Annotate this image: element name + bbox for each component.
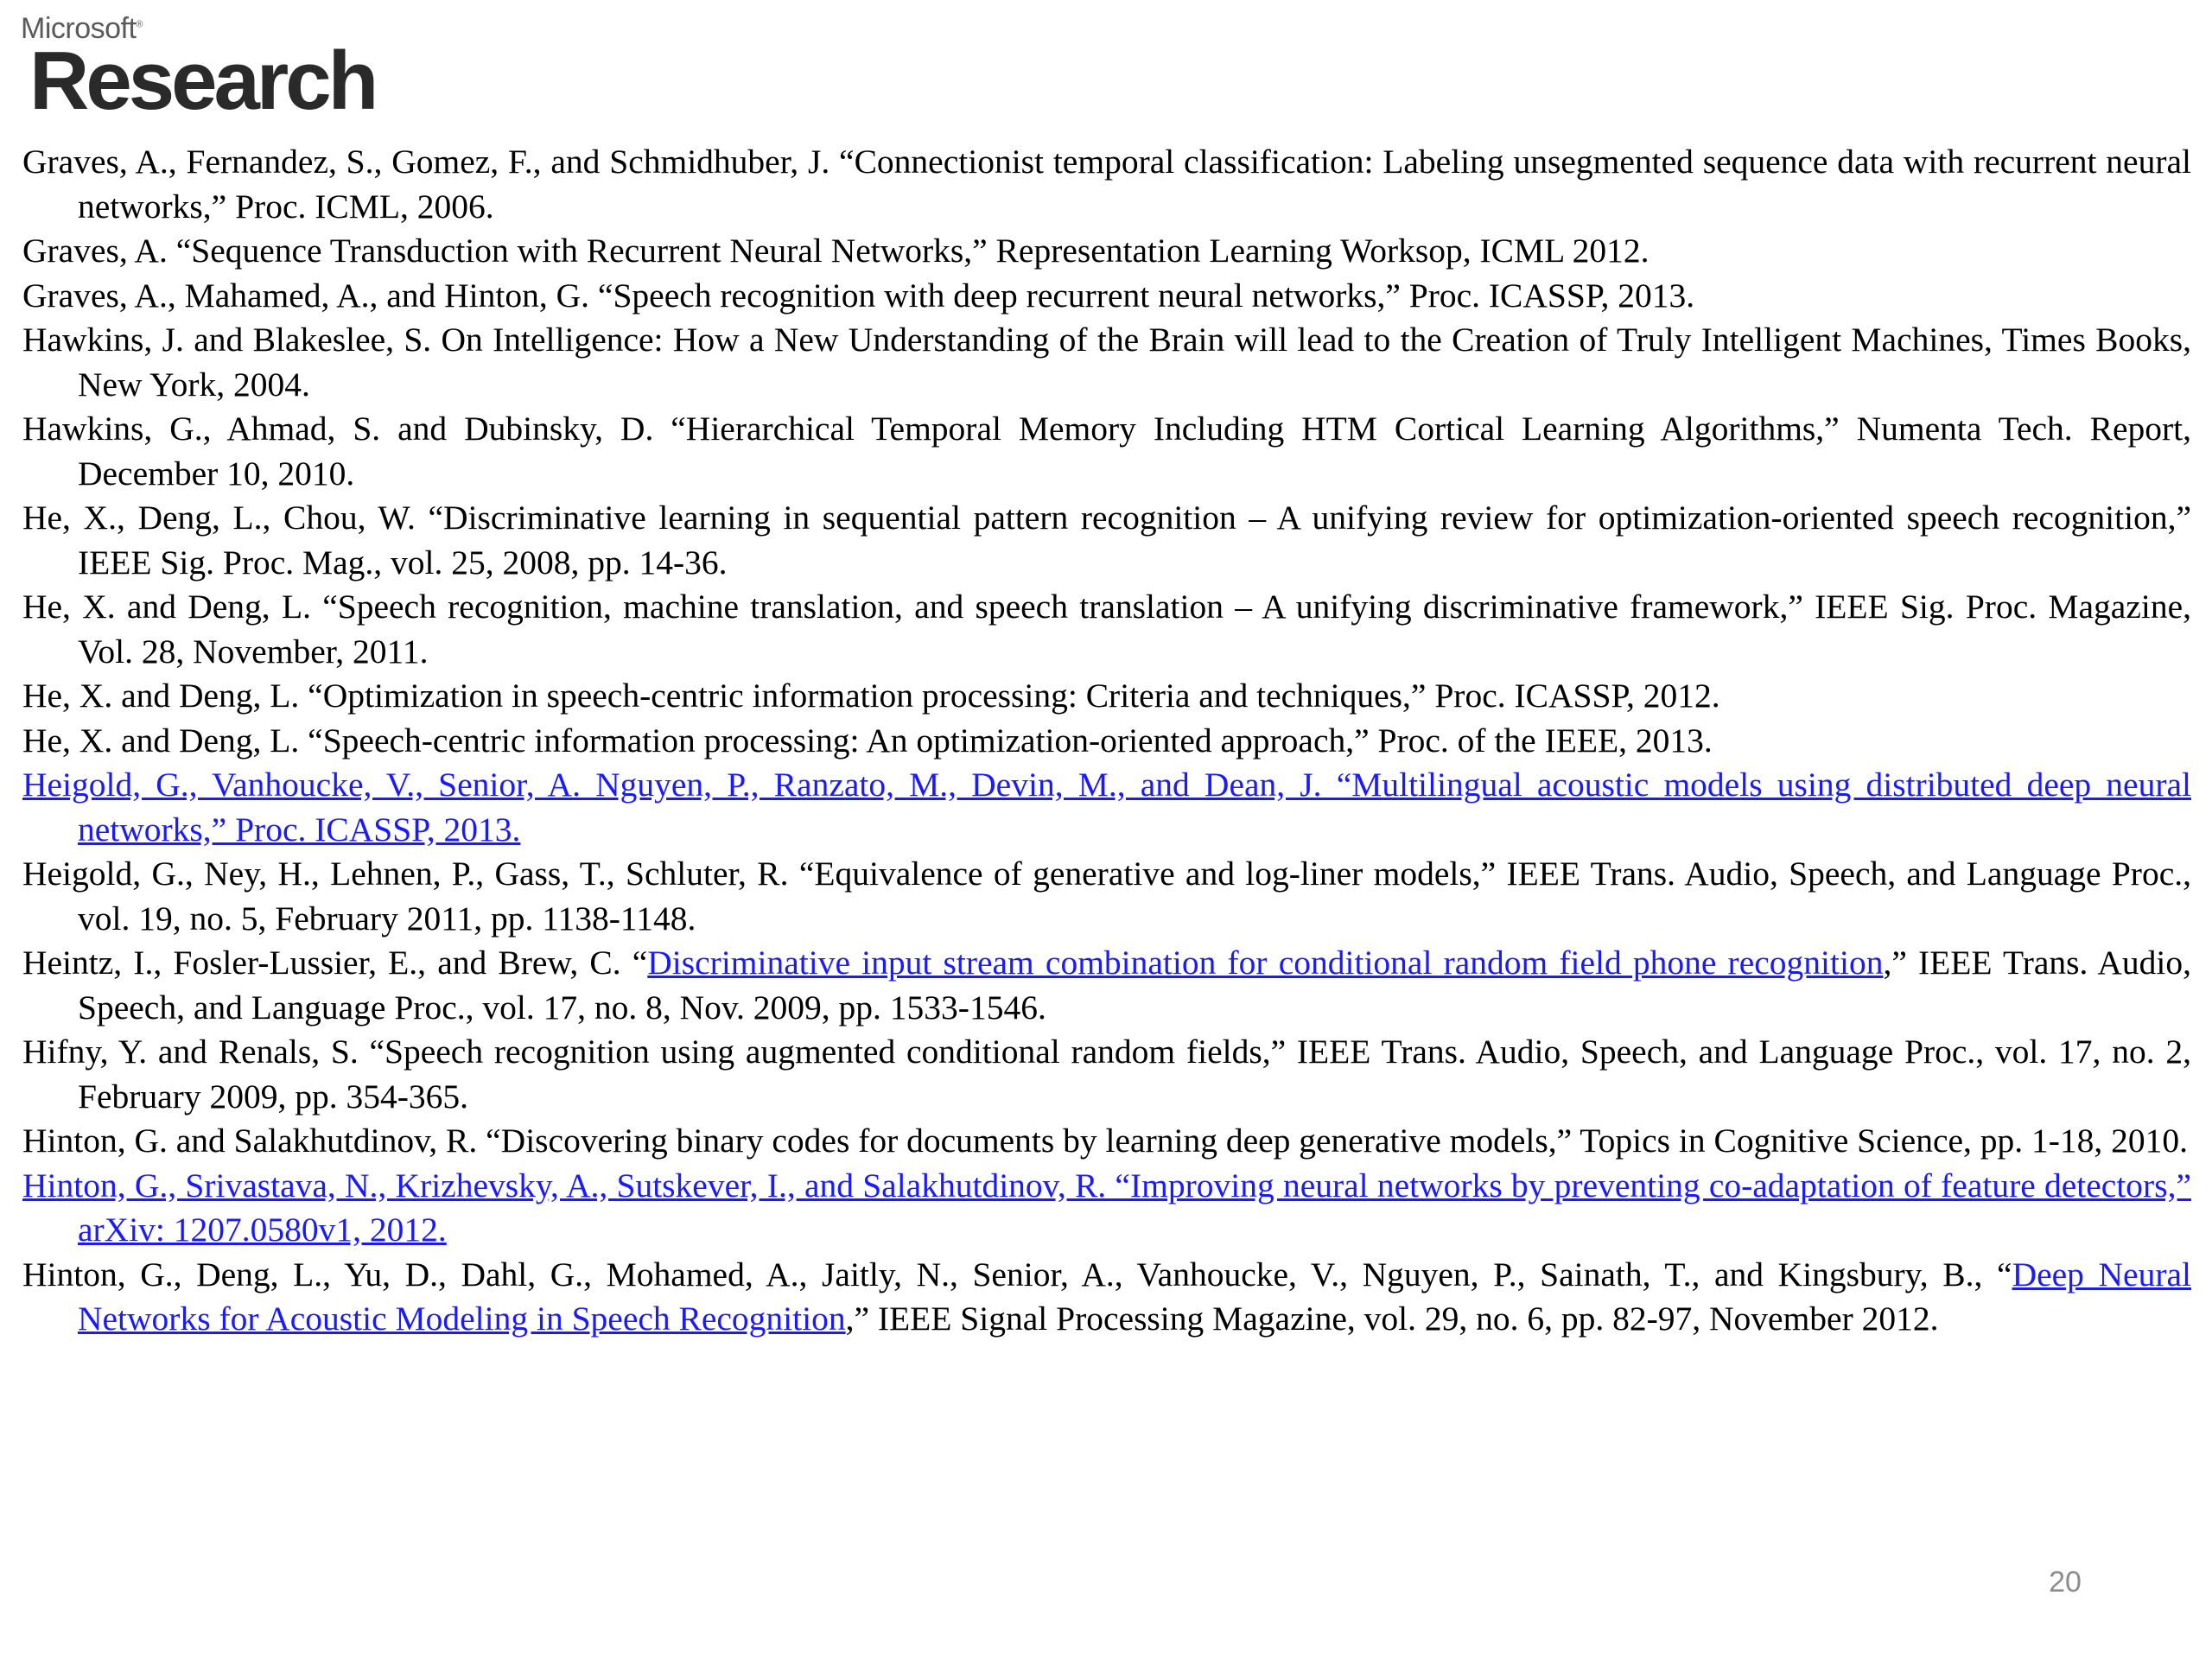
reference-title-link[interactable]: Discriminative input stream combination for conditional random field phone recognition: [647, 944, 1884, 982]
reference-item: Hawkins, G., Ahmad, S. and Dubinsky, D. “Hierarchical Temporal Memory Including HTM Cortical Learning Algorithms,” Numenta Tech. Report, December 10, 2010.: [22, 410, 2191, 493]
reference-item: [22, 1253, 2191, 1342]
reference-item: [22, 1164, 2191, 1253]
reference-text: Hinton, G., Deng, L., Yu, D., Dahl, G., Mohamed, A., Jaitly, N., Senior, A., Vanhoucke, V., Nguyen, P., Sainath, T., and Kingsbury, B., “: [22, 1255, 2012, 1294]
reference-item: Graves, A., Fernandez, S., Gomez, F., and Schmidhuber, J. “Connectionist temporal classification: Labeling unsegmented sequence data with recurrent neural networks,” Proc. ICML, 2006.: [22, 143, 2191, 226]
logo-brand: Microsoft®: [21, 12, 143, 45]
logo-product: Research: [29, 35, 376, 127]
reference-title-link[interactable]: Deep Neural Networks for Acoustic Modeling in Speech Recognition: [78, 1255, 2191, 1338]
microsoft-research-logo: [19, 9, 382, 127]
reference-list: [22, 140, 2191, 1342]
reference-item: Heigold, G., Ney, H., Lehnen, P., Gass, T., Schluter, R. “Equivalence of generative and log-liner models,” IEEE Trans. Audio, Speech, and Language Proc., vol. 19, no. 5, February 2011, pp. 1138-1148.: [22, 855, 2191, 938]
reference-item: [22, 763, 2191, 852]
reference-text: ,” IEEE Trans. Audio, Speech, and Language Proc., vol. 17, no. 8, Nov. 2009, pp. 1533-1546.: [78, 944, 2191, 1027]
reference-item: Graves, A., Mahamed, A., and Hinton, G. “Speech recognition with deep recurrent neural networks,” Proc. ICASSP, 2013.: [22, 276, 1695, 315]
reference-item: He, X., Deng, L., Chou, W. “Discriminative learning in sequential pattern recognition – A unifying review for optimization-oriented speech recognition,” IEEE Sig. Proc. Mag., vol. 25, 2008, pp. 14-36.: [22, 499, 2191, 582]
reference-item: Graves, A. “Sequence Transduction with Recurrent Neural Networks,” Representation Learning Worksop, ICML 2012.: [22, 232, 1649, 270]
reference-item: Hawkins, J. and Blakeslee, S. On Intelligence: How a New Understanding of the Brain will lead to the Creation of Truly Intelligent Machines, Times Books, New York, 2004.: [22, 321, 2191, 404]
reference-item: He, X. and Deng, L. “Speech recognition, machine translation, and speech translation – A unifying discriminative framework,” IEEE Sig. Proc. Magazine, Vol. 28, November, 2011.: [22, 588, 2191, 671]
reference-link[interactable]: Hinton, G., Srivastava, N., Krizhevsky, A., Sutskever, I., and Salakhutdinov, R. “Improving neural networks by preventing co-adaptation of feature detectors,” arXiv: 1207.0580v1, 2012.: [22, 1166, 2191, 1249]
reference-link[interactable]: Heigold, G., Vanhoucke, V., Senior, A. Nguyen, P., Ranzato, M., Devin, M., and Dean, J. “Multilingual acoustic models using distributed deep neural networks,” Proc. ICASSP, 2013.: [22, 766, 2191, 849]
reference-item: He, X. and Deng, L. “Optimization in speech-centric information processing: Criteria and techniques,” Proc. ICASSP, 2012.: [22, 677, 1720, 715]
reference-item: Hifny, Y. and Renals, S. “Speech recognition using augmented conditional random fields,” IEEE Trans. Audio, Speech, and Language Proc., vol. 17, no. 2, February 2009, pp. 354-365.: [22, 1033, 2191, 1116]
reference-text: Heintz, I., Fosler-Lussier, E., and Brew, C. “: [22, 944, 648, 982]
reference-item: [22, 941, 2191, 1030]
reference-item: He, X. and Deng, L. “Speech-centric information processing: An optimization-oriented approach,” Proc. of the IEEE, 2013.: [22, 721, 1713, 760]
reference-text: ,” IEEE Signal Processing Magazine, vol. 29, no. 6, pp. 82-97, November 2012.: [845, 1300, 1939, 1338]
reference-item: Hinton, G. and Salakhutdinov, R. “Discovering binary codes for documents by learning deep generative models,” Topics in Cognitive Science, pp. 1-18, 2010.: [22, 1122, 2189, 1160]
page-number: 20: [2049, 1566, 2082, 1599]
